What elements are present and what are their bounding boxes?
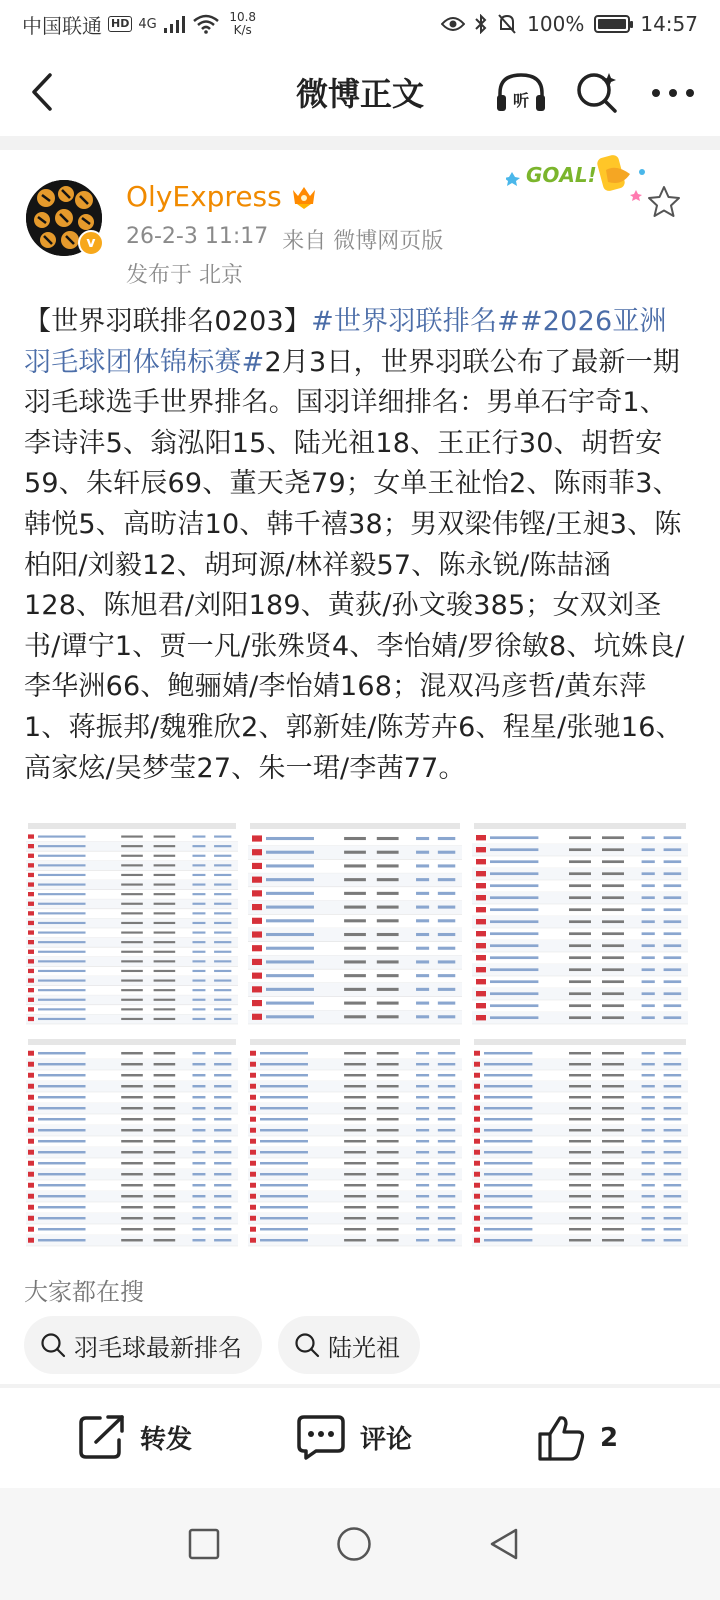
page-title: 微博正文 bbox=[295, 75, 424, 113]
status-left bbox=[22, 10, 261, 39]
post-image[interactable] bbox=[246, 820, 464, 1030]
svg-text:听: 听 bbox=[512, 91, 530, 110]
hashtag-link[interactable]: #2026亚洲羽毛球团体锦标赛# bbox=[24, 306, 667, 378]
image-grid bbox=[24, 820, 690, 1252]
speed-unit: K/s bbox=[233, 23, 252, 37]
post-body bbox=[24, 302, 690, 789]
like-button[interactable] bbox=[536, 1414, 618, 1462]
carrier-label: 中国联通 bbox=[22, 13, 102, 38]
bluetooth-icon bbox=[475, 14, 487, 34]
trending-search-heading: 大家都在搜 bbox=[24, 1278, 144, 1306]
recent-apps-button[interactable] bbox=[184, 1524, 224, 1564]
comment-icon bbox=[296, 1414, 346, 1460]
eye-icon bbox=[441, 16, 465, 32]
mute-bell-icon bbox=[497, 13, 517, 35]
back-button[interactable] bbox=[22, 70, 62, 114]
network-label: 4G bbox=[138, 16, 157, 32]
comment-button[interactable] bbox=[296, 1414, 412, 1460]
post-image[interactable] bbox=[24, 1036, 240, 1252]
speed-value: 10.8 bbox=[229, 10, 257, 24]
favorite-button[interactable] bbox=[646, 184, 686, 224]
post-meta bbox=[126, 224, 443, 255]
search-icon bbox=[573, 69, 621, 117]
search-chip-label: 陆光祖 bbox=[328, 1333, 400, 1362]
back-nav-button[interactable] bbox=[484, 1524, 524, 1564]
post-date: 26-2-3 11:17 bbox=[126, 224, 269, 249]
post-image[interactable] bbox=[246, 1036, 464, 1252]
triangle-back-icon bbox=[488, 1527, 520, 1561]
battery-percent: 100% bbox=[527, 12, 585, 36]
goal-sticker bbox=[506, 150, 656, 206]
repost-icon bbox=[78, 1414, 126, 1460]
post-source: 来自 微博网页版 bbox=[282, 229, 444, 254]
square-icon bbox=[188, 1528, 220, 1560]
repost-label: 转发 bbox=[140, 1424, 193, 1455]
action-bar bbox=[0, 1388, 720, 1488]
post-title: 【世界羽联排名0203】 bbox=[24, 306, 312, 337]
wifi-icon bbox=[193, 14, 219, 34]
search-chip-label: 羽毛球最新排名 bbox=[74, 1333, 242, 1362]
header-actions bbox=[494, 68, 700, 118]
search-chip[interactable] bbox=[24, 1316, 262, 1374]
hd-badge: HD bbox=[108, 16, 132, 32]
clock: 14:57 bbox=[640, 12, 698, 36]
more-button[interactable] bbox=[646, 68, 700, 118]
search-button[interactable] bbox=[570, 68, 624, 118]
post-image[interactable] bbox=[24, 820, 240, 1030]
more-icon bbox=[651, 88, 695, 98]
post-image[interactable] bbox=[470, 1036, 690, 1252]
signal-icon bbox=[163, 15, 187, 33]
username[interactable]: OlyExpress bbox=[126, 180, 282, 213]
verified-badge-icon: v bbox=[78, 230, 104, 256]
search-chip[interactable] bbox=[278, 1316, 420, 1374]
vip-icon bbox=[290, 184, 318, 210]
post-text: 2月3日，世界羽联公布了最新一期羽毛球选手世界排名。国羽详细排名：男单石宇奇1、李诗沣5、翁泓阳15、陆光祖18、王正行30、胡哲安59、朱轩辰69、董天尧79；女单王祉怡2、陈雨菲3、韩悦5、高昉洁10、韩千禧38；男双梁伟铿/王昶3、陈柏阳/刘毅12、胡珂源/林祥毅57、陈永锐/陈喆涵128、陈旭君/刘阳189、黄荻/孙文骏385；女双刘圣书/谭宁1、贾一凡/张殊贤4、李怡婧/罗徐敏8、坑姝良/李华洲66、鲍骊婧/李怡婧168；混双冯彦哲/黄东萍1、蒋振邦/魏雅欣2、郭新娃/陈芳卉6、程星/张驰16、高家炫/吴梦莹27、朱一珺/李茜77。 bbox=[24, 346, 685, 784]
repost-button[interactable] bbox=[78, 1414, 192, 1460]
username-row bbox=[126, 180, 318, 213]
post-location: 发布于 北京 bbox=[126, 263, 243, 288]
search-icon bbox=[40, 1332, 66, 1358]
listen-button[interactable] bbox=[494, 68, 548, 118]
status-right bbox=[441, 12, 698, 36]
comment-label: 评论 bbox=[360, 1424, 413, 1455]
search-icon bbox=[294, 1332, 320, 1358]
battery-icon bbox=[594, 15, 630, 33]
hashtag-link[interactable]: #世界羽联排名# bbox=[311, 306, 520, 337]
star-icon bbox=[646, 184, 682, 220]
home-button[interactable] bbox=[334, 1524, 374, 1564]
search-chips bbox=[24, 1316, 420, 1374]
circle-icon bbox=[336, 1526, 372, 1562]
like-icon bbox=[536, 1414, 586, 1462]
system-nav-bar bbox=[0, 1488, 720, 1600]
header-divider bbox=[0, 136, 720, 150]
network-speed bbox=[225, 11, 261, 37]
goal-text: GOAL! bbox=[526, 163, 597, 187]
like-count: 2 bbox=[600, 1423, 619, 1453]
app-header bbox=[0, 48, 720, 136]
back-icon bbox=[31, 73, 53, 111]
post-image[interactable] bbox=[470, 820, 690, 1030]
status-bar bbox=[0, 0, 720, 48]
listen-icon bbox=[494, 71, 548, 115]
